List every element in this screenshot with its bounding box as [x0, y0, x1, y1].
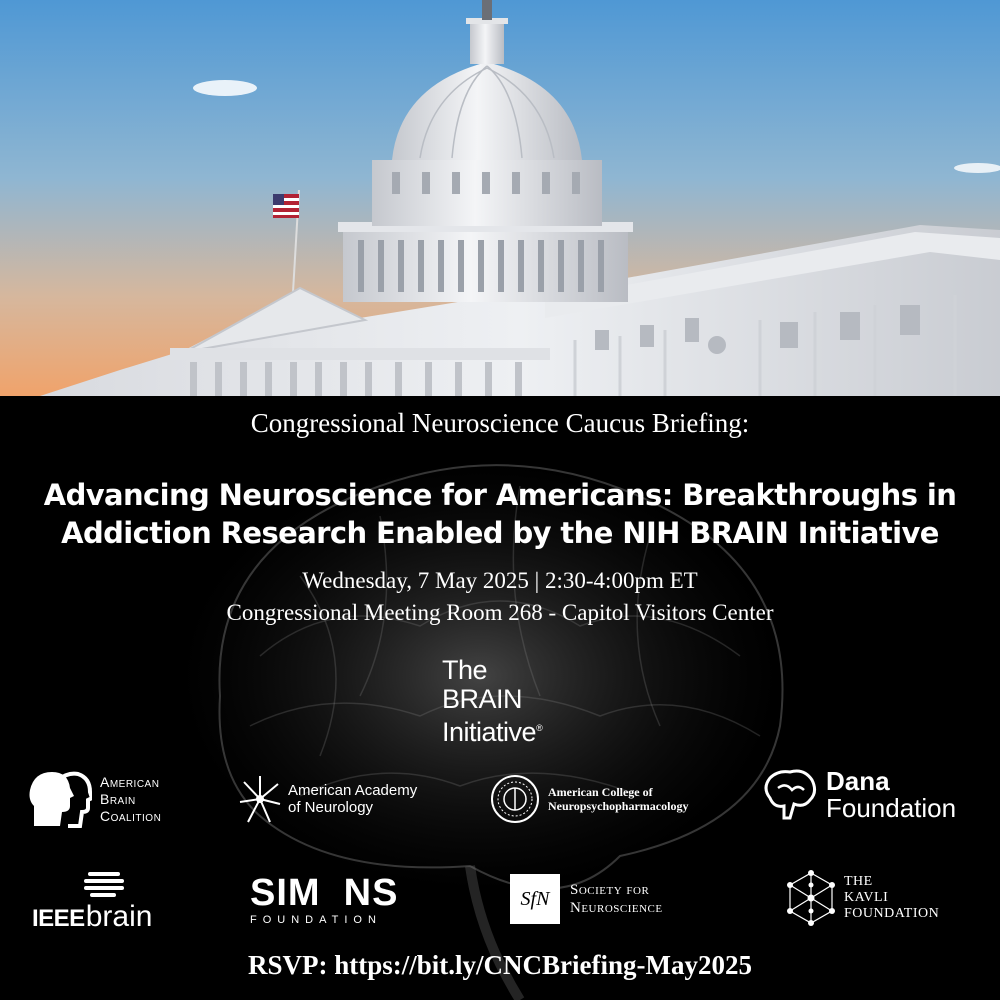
- ieee-prefix: IEEE: [32, 905, 85, 932]
- briefing-subtitle: Congressional Neuroscience Caucus Briefing:: [250, 408, 750, 438]
- kavli-line-2: KAVLI: [844, 890, 889, 905]
- american-academy-of-neurology-logo: [238, 774, 417, 824]
- title-line-1: Advancing Neuroscience for Americans: Breakthroughs in: [43, 478, 957, 512]
- acnp-line-2: Neuropsychopharmacology: [548, 799, 689, 813]
- kavli-molecule-icon: [786, 870, 836, 926]
- flag-icon: [273, 194, 299, 218]
- brain-logo-line-1: The: [442, 655, 488, 685]
- title-line-2: Addiction Research Enabled by the NIH BRAIN Initiative: [61, 516, 939, 550]
- brain-logo-line-3: Initiative: [442, 717, 537, 747]
- american-brain-coalition-logo: [28, 770, 161, 828]
- kavli-line-1: THE: [844, 874, 873, 889]
- sfn-mark: SfN: [520, 887, 550, 910]
- kavli-foundation-logo: [786, 870, 939, 926]
- simons-sub: FOUNDATION: [250, 914, 382, 926]
- ieee-word: brain: [85, 900, 153, 933]
- brain-initiative-logo: [442, 656, 542, 747]
- event-date-time: Wednesday, 7 May 2025 | 2:30-4:00pm ET: [302, 568, 698, 593]
- registered-mark: ®: [536, 723, 543, 733]
- event-venue: Congressional Meeting Room 268 - Capitol Visitors Center: [226, 600, 774, 625]
- rsvp-link[interactable]: RSVP: https://bit.ly/CNCBriefing-May2025: [248, 950, 752, 980]
- kavli-line-3: FOUNDATION: [844, 906, 940, 921]
- dana-line-2: Foundation: [826, 793, 957, 823]
- brain-outline-icon: [760, 768, 818, 822]
- acnp-logo: [490, 774, 688, 824]
- abc-line-2: Brain: [100, 790, 136, 807]
- sfn-line-2: Neuroscience: [570, 900, 663, 916]
- aan-line-2: of Neurology: [288, 799, 374, 816]
- neuron-star-icon: [238, 774, 282, 824]
- capitol-photo: [0, 0, 1000, 396]
- aan-line-1: American Academy: [288, 782, 418, 799]
- abc-line-3: Coalition: [100, 807, 162, 824]
- dana-foundation-logo: [760, 768, 956, 822]
- abc-line-1: American: [100, 773, 160, 790]
- dana-line-1: Dana: [826, 766, 890, 796]
- acnp-seal-icon: [490, 774, 540, 824]
- two-heads-icon: [28, 770, 92, 828]
- event-title: [0, 476, 1000, 552]
- simons-foundation-logo: [250, 874, 398, 926]
- sfn-line-1: Society for: [570, 882, 650, 898]
- acnp-line-1: American College of: [548, 785, 653, 799]
- simons-name: SIM NS: [250, 872, 399, 914]
- society-for-neuroscience-logo: [510, 874, 663, 924]
- ieee-brain-dots-icon: [82, 870, 126, 900]
- sfn-badge: [510, 874, 560, 924]
- brain-logo-line-2: BRAIN: [442, 684, 523, 714]
- ieee-brain-logo: [32, 870, 152, 934]
